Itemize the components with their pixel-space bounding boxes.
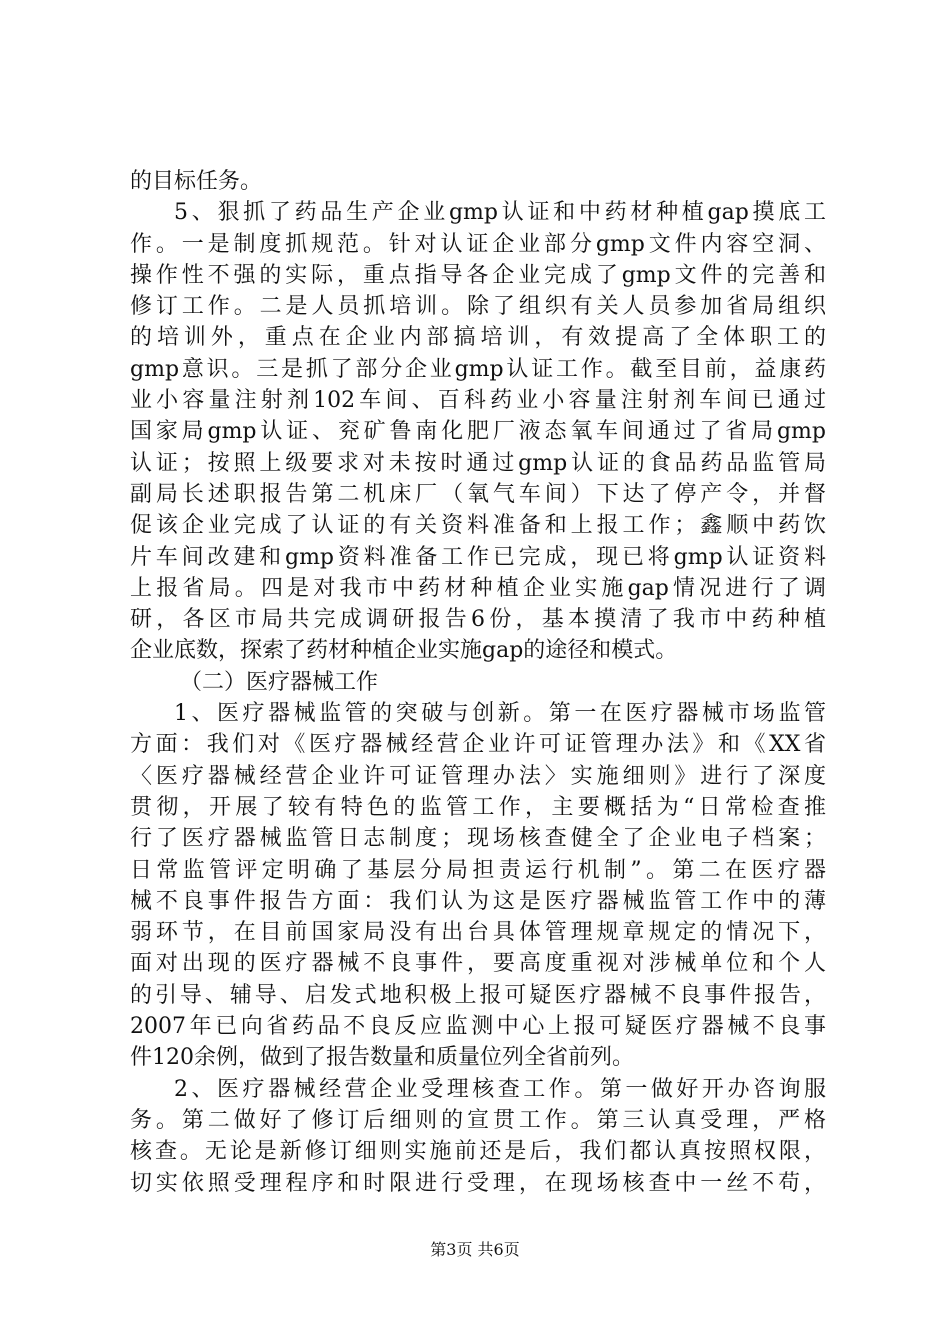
text-line: 的培训外，重点在企业内部搞培训，有效提高了全体职工的 <box>130 325 826 351</box>
document-body <box>130 166 826 1199</box>
text-line: 行了医疗器械监管日志制度；现场核查健全了企业电子档案； <box>130 826 826 852</box>
text-line: 的引导、辅导、启发式地积极上报可疑医疗器械不良事件报告， <box>130 982 826 1008</box>
text-line: 促该企业完成了认证的有关资料准备和上报工作；鑫顺中药饮 <box>130 513 826 539</box>
text-line: 操作性不强的实际，重点指导各企业完成了gmp文件的完善和 <box>130 262 826 288</box>
text-line: 业小容量注射剂102车间、百科药业小容量注射剂车间已通过 <box>130 388 826 414</box>
text-line: 2007年已向省药品不良反应监测中心上报可疑医疗器械不良事 <box>130 1014 826 1040</box>
text-line: 弱环节，在目前国家局没有出台具体管理规章规定的情况下， <box>130 920 826 946</box>
text-line: gmp意识。三是抓了部分企业gmp认证工作。截至目前，益康药 <box>130 356 826 382</box>
text-line: 2、医疗器械经营企业受理核查工作。第一做好开办咨询服 <box>174 1076 826 1102</box>
text-line: 国家局gmp认证、兖矿鲁南化肥厂液态氧车间通过了省局gmp <box>130 419 826 445</box>
text-line: 副局长述职报告第二机床厂（氧气车间）下达了停产令，并督 <box>130 481 826 507</box>
text-line: 的目标任务。 <box>130 169 263 194</box>
text-line: 贯彻，开展了较有特色的监管工作，主要概括为“日常检查推 <box>130 794 826 820</box>
text-line: 企业底数，探索了药材种植企业实施gap的途径和模式。 <box>130 638 678 664</box>
text-line: 日常监管评定明确了基层分局担责运行机制”。第二在医疗器 <box>130 857 826 883</box>
text-line: 认证；按照上级要求对未按时通过gmp认证的食品药品监管局 <box>130 450 826 476</box>
text-line: 件120余例，做到了报告数量和质量位列全省前列。 <box>130 1045 634 1071</box>
page-footer: 第3页 共6页 <box>430 1240 520 1259</box>
text-line: 修订工作。二是人员抓培训。除了组织有关人员参加省局组织 <box>130 294 826 320</box>
text-line: 上报省局。四是对我市中药材种植企业实施gap情况进行了调 <box>130 575 826 601</box>
text-line: 1、医疗器械监管的突破与创新。第一在医疗器械市场监管 <box>174 701 826 727</box>
text-line: 械不良事件报告方面：我们认为这是医疗器械监管工作中的薄 <box>130 888 826 914</box>
text-line: 研，各区市局共完成调研报告6份，基本摸清了我市中药种植 <box>130 607 826 633</box>
text-line: 〈医疗器械经营企业许可证管理办法〉实施细则》进行了深度 <box>130 763 826 789</box>
text-line: 5、狠抓了药品生产企业gmp认证和中药材种植gap摸底工 <box>174 200 826 226</box>
text-line: 务。第二做好了修订后细则的宣贯工作。第三认真受理，严格 <box>130 1107 826 1133</box>
text-line: 作。一是制度抓规范。针对认证企业部分gmp文件内容空洞、 <box>130 231 826 257</box>
text-line: 切实依照受理程序和时限进行受理，在现场核查中一丝不苟， <box>130 1170 826 1196</box>
text-line: 片车间改建和gmp资料准备工作已完成，现已将gmp认证资料 <box>130 544 826 570</box>
text-line: （二）医疗器械工作 <box>180 669 379 695</box>
text-line: 核查。无论是新修订细则实施前还是后，我们都认真按照权限， <box>130 1139 826 1165</box>
text-line: 面对出现的医疗器械不良事件，要高度重视对涉械单位和个人 <box>130 951 826 977</box>
text-line: 方面：我们对《医疗器械经营企业许可证管理办法》和《XX省 <box>130 732 826 758</box>
